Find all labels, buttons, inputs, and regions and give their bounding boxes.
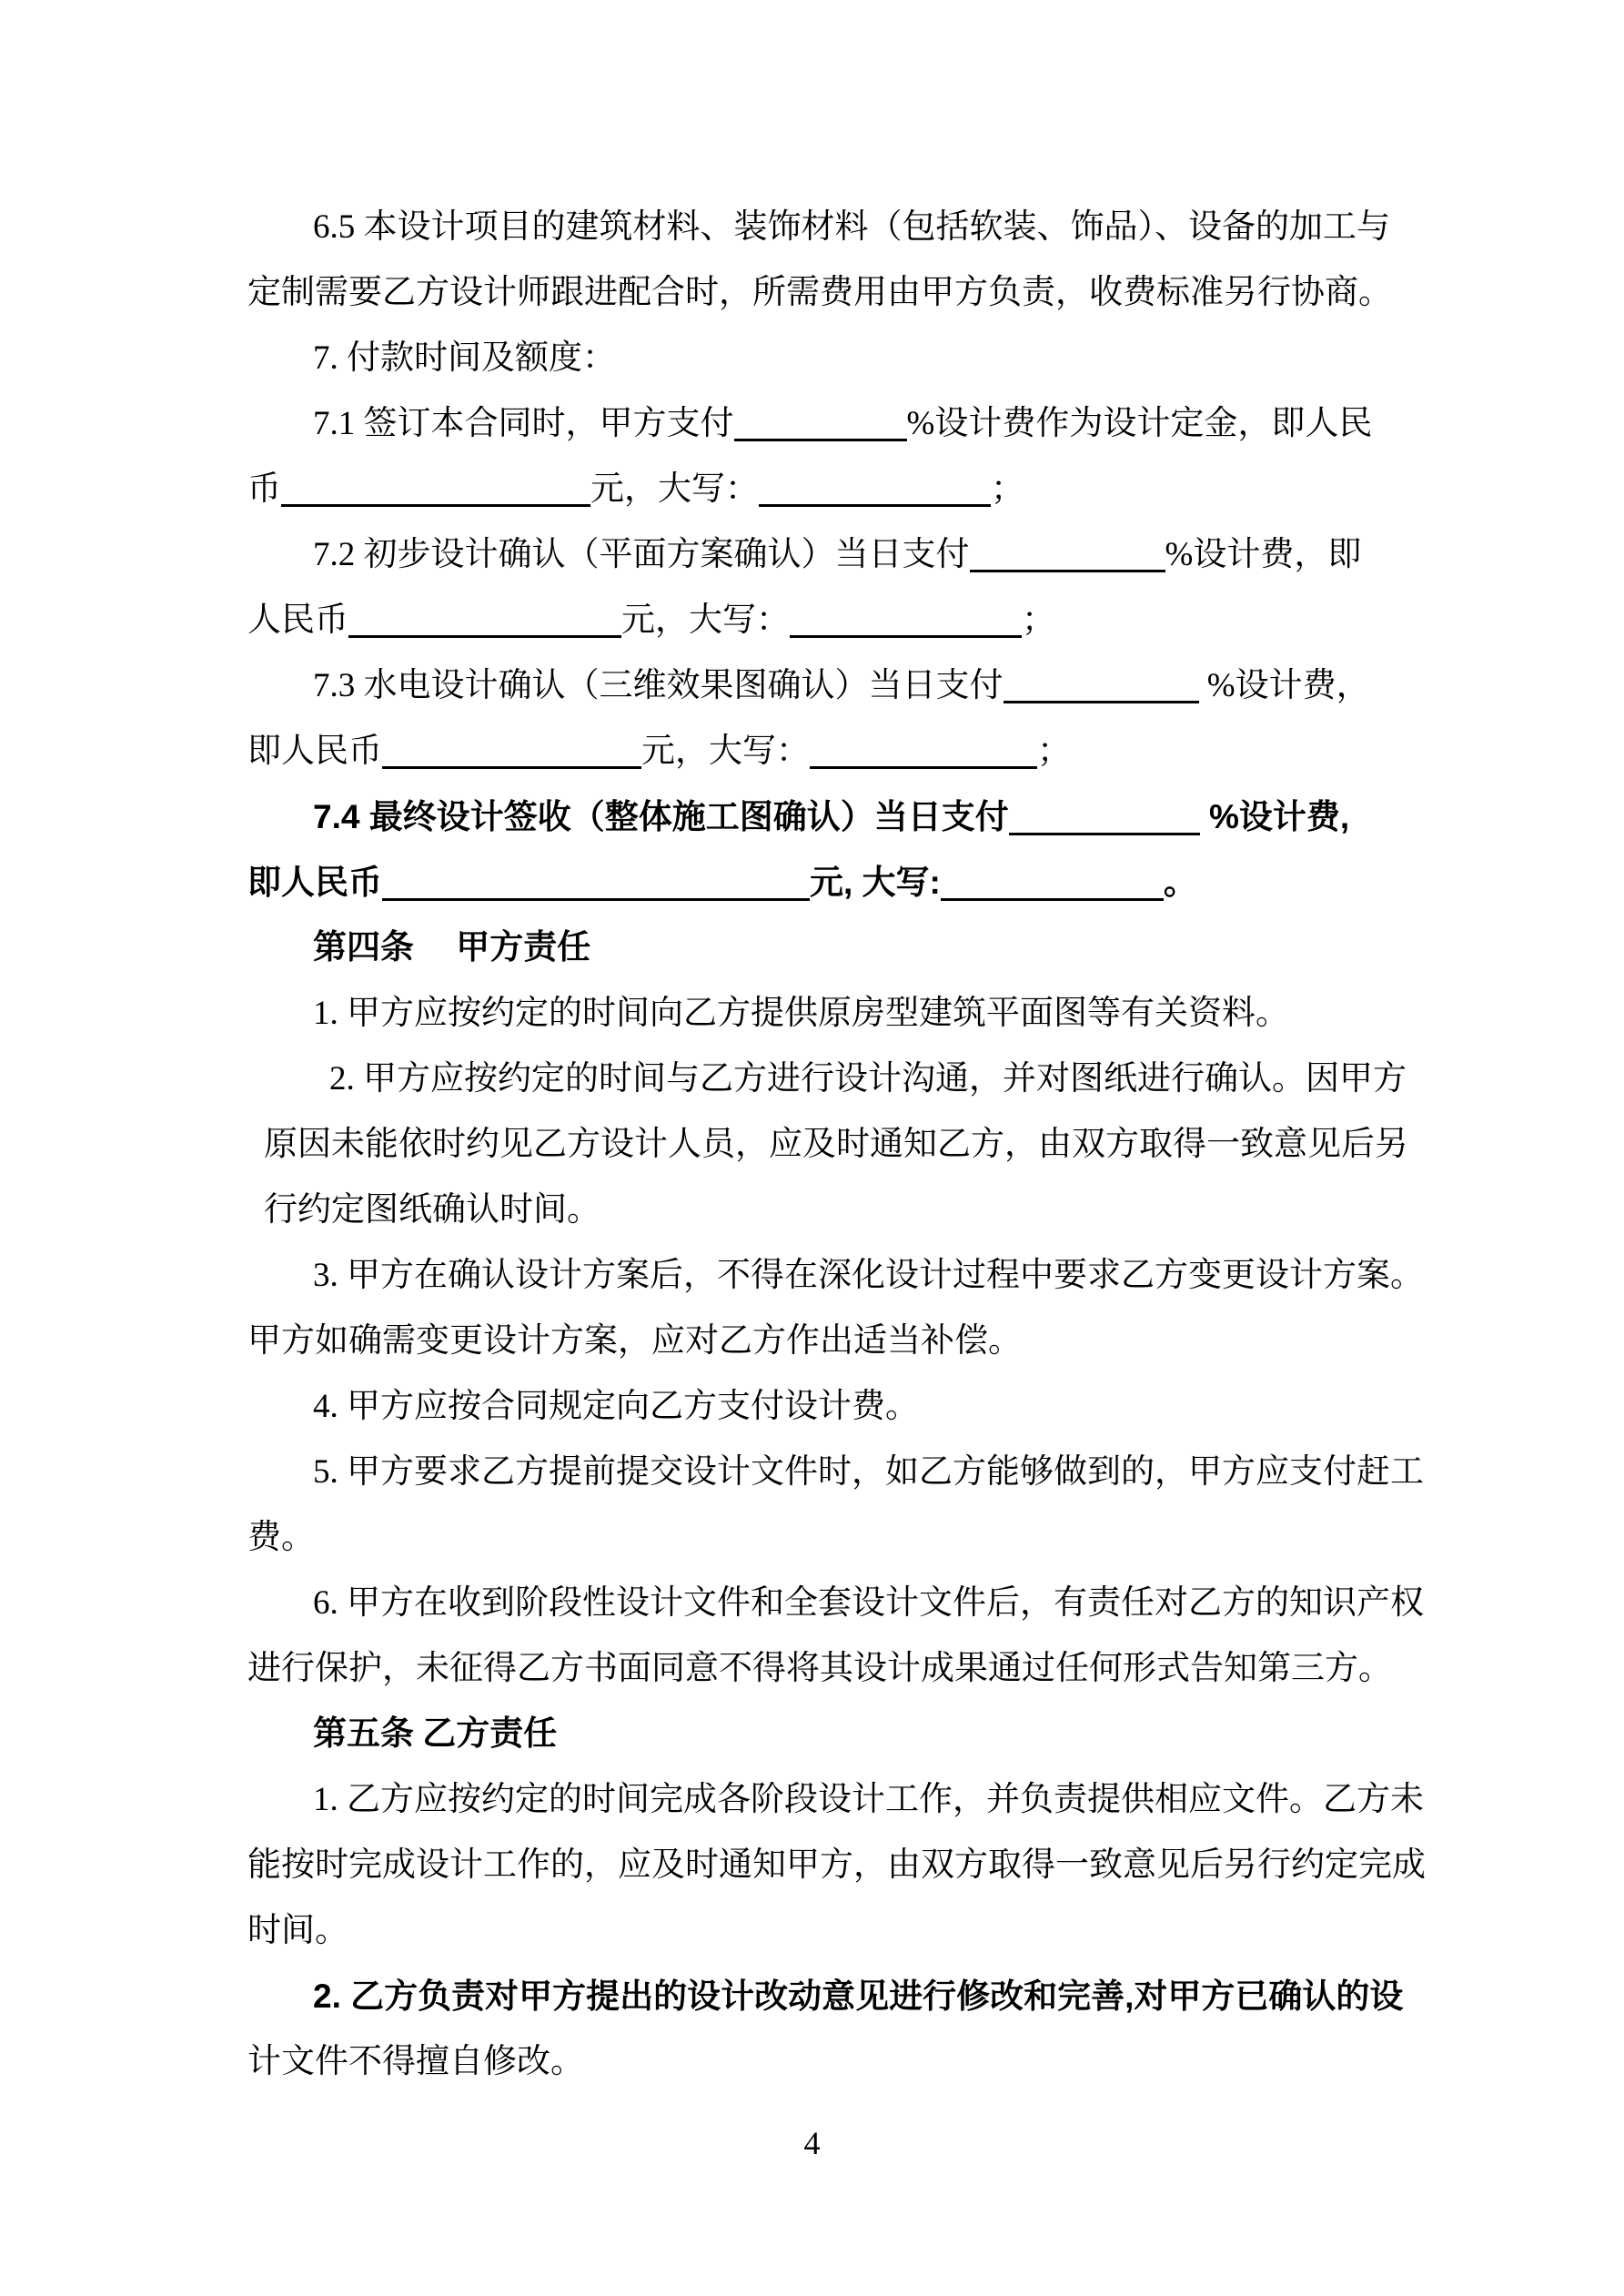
text-run: 即人民币 xyxy=(247,864,382,901)
clause-7-1-line-1 xyxy=(313,391,1421,457)
clause-7-heading xyxy=(313,326,1421,391)
text-run: 7.4 最终设计签收（整体施工图确认）当日支付 xyxy=(313,798,1009,835)
text-run: 甲方如确需变更设计方案，应对乙方作出适当补偿。 xyxy=(247,1322,1022,1360)
text-run: ； xyxy=(1037,733,1071,770)
page-number: 4 xyxy=(803,2125,821,2161)
clause-7-2-line-2 xyxy=(247,588,1421,653)
blank-fill-in-field xyxy=(970,570,1165,572)
blank-fill-in-field xyxy=(941,898,1164,901)
text-run: 元，大写： xyxy=(621,602,790,639)
article-4-heading xyxy=(313,915,1421,981)
article-4-item-6-line-2 xyxy=(247,1636,1421,1702)
clause-7-1-line-2 xyxy=(247,457,1421,522)
text-run: 7.1 签订本合同时，甲方支付 xyxy=(313,405,734,442)
text-run: 2. 甲方应按约定的时间与乙方进行设计沟通，并对图纸进行确认。因甲方 xyxy=(329,1060,1407,1097)
article-5-item-1-line-3 xyxy=(247,1898,1421,1964)
text-run: 元, 大写: xyxy=(810,864,941,901)
blank-fill-in-field xyxy=(1004,701,1199,703)
article-4-item-2-line-2 xyxy=(264,1112,1421,1178)
article-4-item-3-line-1 xyxy=(313,1243,1424,1309)
text-run: 元，大写： xyxy=(590,470,759,508)
text-run: %设计费， xyxy=(1198,667,1370,704)
text-run: 6.5 本设计项目的建筑材料、装饰材料（包括软装、饰品）、设备的加工与 xyxy=(313,208,1390,246)
article-4-item-1 xyxy=(313,981,1421,1047)
document-body xyxy=(247,195,1426,2095)
text-run: ； xyxy=(1022,602,1055,639)
text-run: 7. 付款时间及额度： xyxy=(313,339,616,377)
text-run: 7.3 水电设计确认（三维效果图确认）当日支付 xyxy=(313,667,1004,704)
blank-fill-in-field xyxy=(810,766,1037,769)
text-run: 第五条 乙方责任 xyxy=(313,1715,558,1753)
article-4-item-6-line-1 xyxy=(313,1571,1424,1636)
text-run: 。 xyxy=(1163,864,1197,901)
text-run: 行约定图纸确认时间。 xyxy=(264,1191,600,1229)
text-run: 7.2 初步设计确认（平面方案确认）当日支付 xyxy=(313,536,970,573)
text-run: 人民币 xyxy=(247,602,348,639)
text-run: 时间。 xyxy=(247,1912,348,1949)
clause-6-5-line-2 xyxy=(247,260,1421,326)
clause-7-3-line-2 xyxy=(247,719,1421,784)
article-5-heading xyxy=(313,1702,1421,1767)
text-run: 第四条 甲方责任 xyxy=(313,929,591,966)
text-run: 5. 甲方要求乙方提前提交设计文件时，如乙方能够做到的，甲方应支付赶工 xyxy=(313,1453,1424,1491)
article-4-item-4 xyxy=(313,1374,1421,1440)
text-run: 6. 甲方在收到阶段性设计文件和全套设计文件后，有责任对乙方的知识产权 xyxy=(313,1584,1424,1622)
text-run: 3. 甲方在确认设计方案后，不得在深化设计过程中要求乙方变更设计方案。 xyxy=(313,1257,1424,1294)
clause-7-4-line-1 xyxy=(313,784,1421,850)
blank-fill-in-field xyxy=(348,635,621,638)
text-run: 原因未能依时约见乙方设计人员，应及时通知乙方，由双方取得一致意见后另 xyxy=(264,1126,1408,1163)
article-4-item-5-line-1 xyxy=(313,1440,1424,1505)
article-4-item-3-line-2 xyxy=(247,1309,1421,1374)
article-5-item-2-line-1 xyxy=(313,1964,1421,2029)
blank-fill-in-field xyxy=(1009,833,1200,835)
text-run: 进行保护，未征得乙方书面同意不得将其设计成果通过任何形式告知第三方。 xyxy=(247,1650,1392,1687)
text-run: 1. 甲方应按约定的时间向乙方提供原房型建筑平面图等有关资料。 xyxy=(313,995,1289,1032)
text-run: 元，大写： xyxy=(641,733,810,770)
text-run: 4. 甲方应按合同规定向乙方支付设计费。 xyxy=(313,1388,919,1425)
article-4-item-5-line-2 xyxy=(247,1505,1421,1571)
text-run: 即人民币 xyxy=(247,733,382,770)
clause-7-2-line-1 xyxy=(313,522,1421,588)
text-run: 定制需要乙方设计师跟进配合时，所需费用由甲方负责，收费标准另行协商。 xyxy=(247,274,1392,311)
text-run: 能按时完成设计工作的，应及时通知甲方，由双方取得一致意见后另行约定完成 xyxy=(247,1846,1426,1884)
blank-fill-in-field xyxy=(759,504,991,507)
text-run: ； xyxy=(991,470,1024,508)
clause-7-3-line-1 xyxy=(313,653,1421,719)
clause-6-5-line-1 xyxy=(313,195,1421,260)
text-run: %设计费，即 xyxy=(1165,536,1362,573)
blank-fill-in-field xyxy=(734,439,907,441)
text-run: %设计费作为设计定金，即人民 xyxy=(906,405,1373,442)
clause-7-4-line-2 xyxy=(247,850,1421,915)
text-run: 币 xyxy=(247,470,281,508)
text-run: 计文件不得擅自修改。 xyxy=(247,2043,584,2080)
article-5-item-1-line-2 xyxy=(247,1833,1426,1898)
text-run: %设计费, xyxy=(1199,798,1350,835)
blank-fill-in-field xyxy=(790,635,1022,638)
blank-fill-in-field xyxy=(382,766,641,769)
article-4-item-2-line-3 xyxy=(264,1178,1421,1243)
article-5-item-2-line-2 xyxy=(247,2029,1421,2095)
text-run: 费。 xyxy=(247,1519,315,1556)
text-run: 1. 乙方应按约定的时间完成各阶段设计工作，并负责提供相应文件。乙方未 xyxy=(313,1781,1424,1818)
article-4-item-2-line-1 xyxy=(329,1047,1421,1112)
article-5-item-1-line-1 xyxy=(313,1767,1424,1833)
blank-fill-in-field xyxy=(281,504,590,507)
text-run: 2. 乙方负责对甲方提出的设计改动意见进行修改和完善,对甲方已确认的设 xyxy=(313,1977,1404,2015)
blank-fill-in-field xyxy=(382,898,810,901)
